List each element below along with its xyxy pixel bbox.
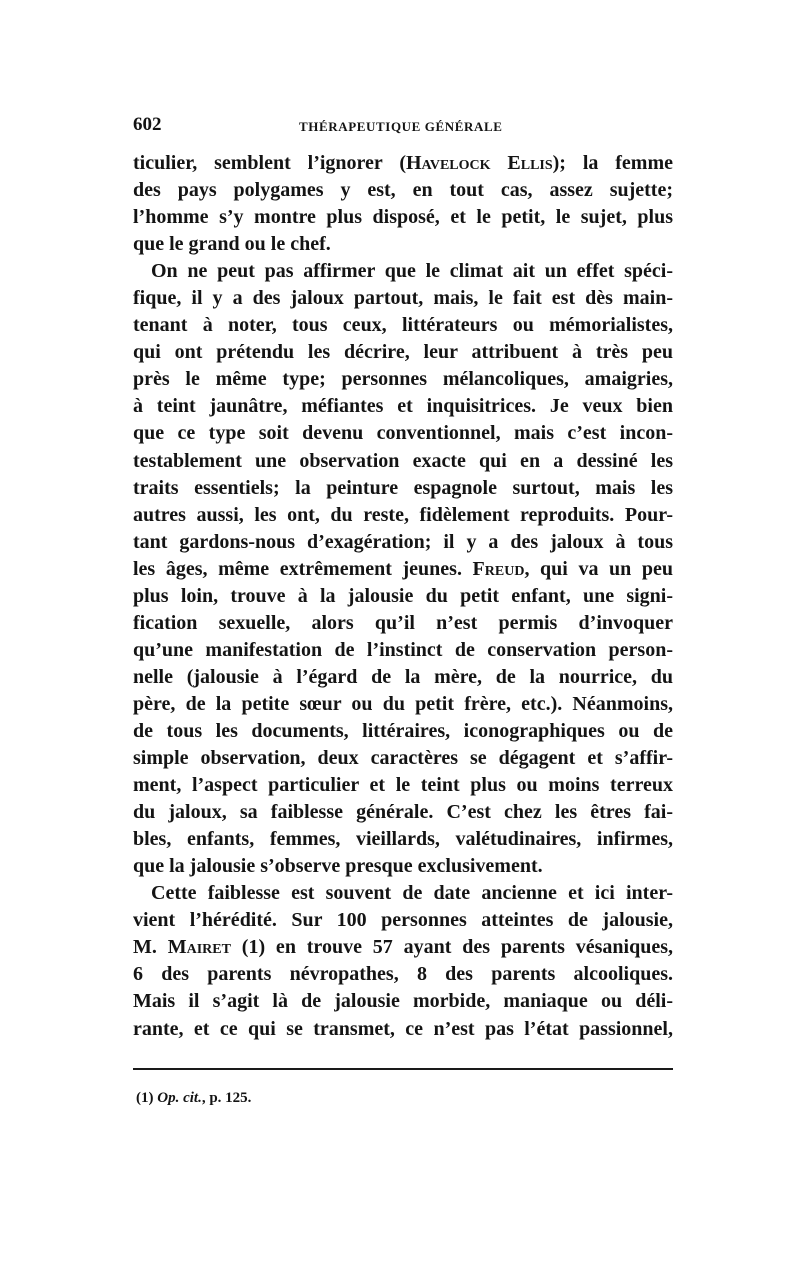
text-line: autres aussi, les ont, du reste, fidèlement reproduits. Pour- (133, 503, 673, 526)
author-name: Freud (472, 557, 525, 580)
author-name: Havelock Ellis (405, 152, 553, 174)
text-line: simple observation, deux caractères se dégagent et s’affir- (133, 747, 673, 770)
text-line: 6 des parents névropathes, 8 des parents alcooliques. (133, 963, 673, 986)
body-text (133, 150, 673, 1043)
text-line: les âges, même extrêmement jeunes. Freud, qui va un peu (133, 557, 674, 580)
text-line: tenant à noter, tous ceux, littérateurs ou mémorialistes, (133, 314, 673, 337)
text-line: Mais il s’agit là de jalousie morbide, maniaque ou déli- (133, 990, 673, 1013)
text-line: vient l’hérédité. Sur 100 personnes atteintes de jalousie, (133, 909, 673, 932)
text-line: ticulier, semblent l’ignorer (Havelock Ellis); la femme (133, 152, 673, 174)
text-line: traits essentiels; la peinture espagnole surtout, mais les (133, 476, 673, 499)
running-title: THÉRAPEUTIQUE GÉNÉRALE (299, 119, 503, 134)
text-line: nelle (jalousie à l’égard de la mère, de la nourrice, du (133, 665, 673, 688)
page-header (133, 114, 673, 138)
text-line: fique, il y a des jaloux partout, mais, le fait est dès main- (133, 287, 673, 310)
text-line: à teint jaunâtre, méfiantes et inquisitrices. Je veux bien (133, 395, 673, 418)
text-line: M. Mairet (1) en trouve 57 ayant des parents vésaniques, (133, 936, 673, 959)
text-line: que ce type soit devenu conventionnel, mais c’est incon- (133, 422, 673, 445)
text-line: rante, et ce qui se transmet, ce n’est pas l’état passionnel, (133, 1017, 673, 1040)
footnote-rule (133, 1068, 673, 1070)
text-line: testablement une observation exacte qui en a dessiné les (133, 449, 673, 472)
text-line: qu’une manifestation de l’instinct de conservation person- (133, 638, 673, 661)
text-line: des pays polygames y est, en tout cas, assez sujette; (133, 179, 673, 202)
text-line: du jaloux, sa faiblesse générale. C’est chez les êtres fai- (133, 801, 673, 824)
text-line: que la jalousie s’observe presque exclusivement. (133, 855, 543, 878)
text-line: ment, l’aspect particulier et le teint plus ou moins terreux (133, 774, 673, 797)
text-line: de tous les documents, littéraires, iconographiques ou de (133, 719, 673, 742)
footnote-reference: Op. cit. (157, 1090, 202, 1106)
text-line: bles, enfants, femmes, vieillards, valétudinaires, infirmes, (133, 828, 673, 851)
text-line: l’homme s’y montre plus disposé, et le petit, le sujet, plus (133, 206, 673, 229)
text-line: Cette faiblesse est souvent de date ancienne et ici inter- (151, 882, 673, 905)
text-line: On ne peut pas affirmer que le climat ait un effet spéci- (151, 260, 673, 283)
text-line: tant gardons-nous d’exagération; il y a des jaloux à tous (133, 530, 673, 553)
text-line: qui ont prétendu les décrire, leur attribuent à très peu (133, 341, 673, 364)
author-name: Mairet (167, 936, 231, 959)
page-number: 602 (133, 114, 162, 135)
text-line: père, de la petite sœur ou du petit frère, etc.). Néanmoins, (133, 692, 673, 715)
text-line: près le même type; personnes mélancoliques, amaigries, (133, 368, 673, 391)
text-line: plus loin, trouve à la jalousie du petit enfant, une signi- (133, 584, 673, 607)
text-line: fication sexuelle, alors qu’il n’est permis d’invoquer (133, 611, 673, 634)
footnote: (1) Op. cit., p. 125. (136, 1090, 252, 1106)
text-line: que le grand ou le chef. (133, 233, 331, 256)
